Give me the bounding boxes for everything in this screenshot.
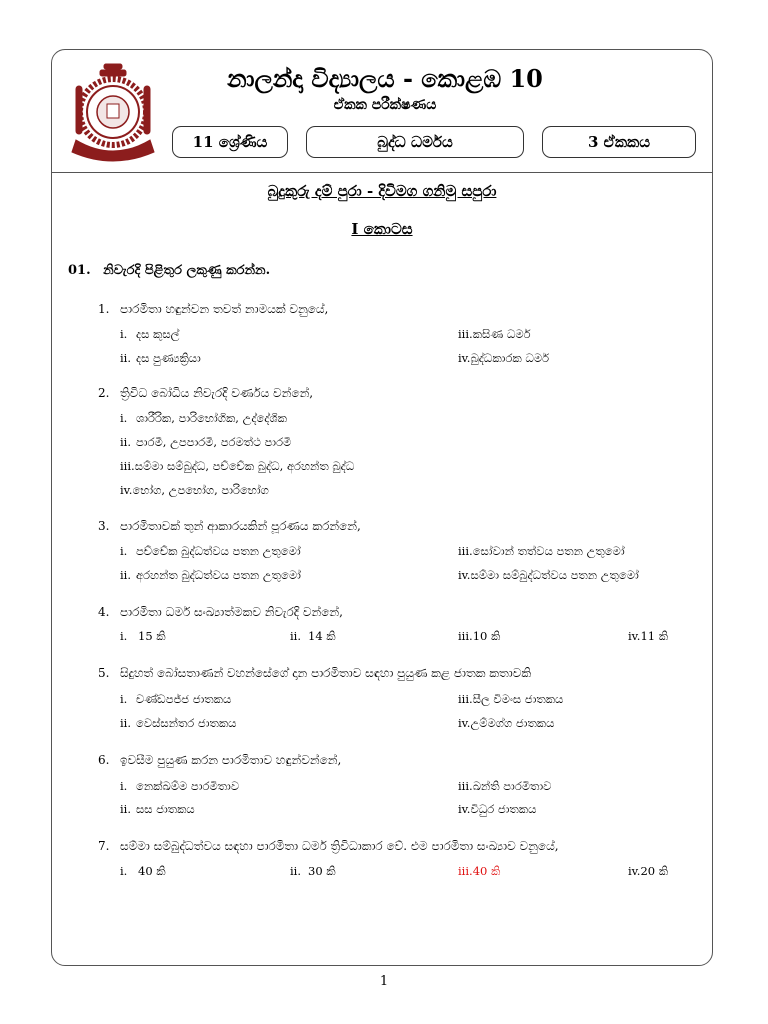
option-number: iii.: [120, 459, 135, 473]
option-text: උම්මග්ග ජාතකය: [470, 716, 555, 730]
option[interactable]: [458, 716, 554, 731]
option-text: 10 කි: [472, 629, 501, 643]
instruction: [68, 263, 270, 278]
option[interactable]: [120, 411, 287, 426]
option[interactable]: [458, 629, 500, 644]
question-2: [98, 386, 313, 401]
option-number: i.: [120, 411, 128, 425]
option-number: iii.: [458, 779, 473, 793]
option-number: iv.: [458, 716, 471, 730]
option[interactable]: [290, 629, 336, 644]
option[interactable]: [120, 544, 301, 559]
instruction-text: නිවැරදි පිළිතුර ලකුණු කරන්න.: [103, 263, 271, 278]
question-7: [98, 839, 559, 854]
question-number: 2.: [98, 386, 110, 400]
option-number: iii.: [458, 544, 473, 558]
option-text: විධුර ජාතකය: [470, 802, 537, 816]
option[interactable]: [120, 692, 231, 707]
option-number: ii.: [120, 568, 132, 582]
option-text: සීල විමංස ජාතකය: [472, 692, 564, 706]
option-number: iii.: [458, 629, 473, 643]
option-text: 20 කි: [640, 864, 669, 878]
option-number: ii.: [120, 351, 132, 365]
option-text: නෙක්ඛම්ම පාරමිතාව: [136, 779, 240, 793]
option-text: 15 කි: [138, 629, 166, 643]
option-number: ii.: [120, 435, 132, 449]
question-6: [98, 753, 341, 768]
option[interactable]: [120, 716, 236, 731]
option-number: i.: [120, 327, 128, 341]
option-number: iv.: [458, 802, 471, 816]
question-5: [98, 666, 531, 681]
option[interactable]: [628, 629, 668, 644]
unit-box: 3 ඒකකය: [542, 126, 696, 158]
option[interactable]: [458, 544, 625, 559]
question-4: [98, 605, 343, 620]
option[interactable]: [628, 864, 668, 879]
question-text: ත්‍රිවිධ බෝධිය නිවැරදි වර්ණය වන්නේ,: [120, 386, 314, 400]
option-text: වෙස්සන්තර ජාතකය: [136, 716, 237, 730]
question-3: [98, 519, 361, 534]
option[interactable]: [458, 568, 639, 583]
option-number: iv.: [458, 351, 471, 365]
question-number: 7.: [98, 839, 110, 853]
option-number: iv.: [628, 864, 641, 878]
option[interactable]: [458, 779, 551, 794]
option-text: කසිණ ධර්ම: [472, 327, 531, 341]
option-number: ii.: [290, 864, 302, 878]
question-text: පාරමිතා හඳුන්වන තවත් නාමයක් වනුයේ,: [120, 302, 329, 316]
question-text: පාරමිතා ධර්ම සංඛ්‍යාත්මකව නිවැරදි වන්නේ,: [120, 605, 343, 619]
option[interactable]: [458, 802, 536, 817]
option-number: i.: [120, 692, 128, 706]
option[interactable]: [120, 435, 291, 450]
option[interactable]: [120, 351, 201, 366]
exam-type: ඒකක පරීක්ෂණය: [333, 97, 437, 113]
option-number: iii.: [458, 864, 473, 878]
option-text: 11 කි: [640, 629, 669, 643]
option-number: i.: [120, 544, 128, 558]
option-number: iii.: [458, 692, 473, 706]
question-1: [98, 302, 328, 317]
question-text: සම්මා සම්බුද්ධත්වය සඳහා පාරමිතා ධර්ම ත්‍රිවිධාකාර වේ. එම පාරමිතා සංඛ්‍යාව වනුයේ,: [120, 839, 559, 853]
option-number: ii.: [290, 629, 302, 643]
option-text: 40 කි: [472, 864, 501, 878]
option-text: පාරමී, උපපාරමී, පරමත්ථ පාරමී: [136, 435, 292, 449]
option[interactable]: [120, 568, 301, 583]
option-number: iv.: [628, 629, 641, 643]
option-text: බුද්ධකාරක ධර්ම: [470, 351, 550, 365]
option[interactable]: [120, 779, 239, 794]
option-text: සස ජාතකය: [136, 802, 195, 816]
question-number: 1.: [98, 302, 110, 316]
header-divider: [51, 172, 713, 173]
option-text: දස පුණ්‍යක්‍රියා: [136, 351, 201, 365]
option[interactable]: [120, 864, 166, 879]
option[interactable]: [458, 351, 549, 366]
question-text: ඉවසීම පුයුණ කරන පාරමිතාව හඳුන්වන්නේ,: [120, 753, 342, 767]
option-text: භෝග, උපභෝග, පාරිභෝග: [132, 483, 269, 497]
school-crest-logo: [68, 62, 158, 166]
option-text: 40 කි: [138, 864, 166, 878]
option[interactable]: [120, 802, 195, 817]
option-text: 30 කි: [308, 864, 336, 878]
option-text: චණ්ඩපජ්ජ ජාතකය: [136, 692, 232, 706]
option-marked-answer[interactable]: [458, 864, 500, 879]
question-number: 6.: [98, 753, 110, 767]
page-number: 1: [379, 974, 389, 989]
option-number: iv.: [458, 568, 471, 582]
option-text: අරහන්ත බුද්ධත්වය පතන උතුමෝ: [136, 568, 301, 582]
option[interactable]: [120, 459, 354, 474]
option-number: i.: [120, 779, 128, 793]
option-text: 14 කි: [308, 629, 336, 643]
question-text: සිදුහත් බෝසතාණන් වහන්සේගේ දාන පාරමිතාව සඳහා පුයුණ කළ ජාතක කතාවකි: [120, 666, 532, 680]
option-text: සෝවාන් තත්වය පතන උතුමෝ: [472, 544, 625, 558]
question-number: 3.: [98, 519, 110, 533]
part-title: I කොටස: [351, 220, 413, 238]
option-text: සම්මා සම්බුද්ධ, පච්චේක බුද්ධ, අරහන්ත බුද්ධ: [134, 459, 355, 473]
subject-box: බුද්ධ ධර්මය: [306, 126, 524, 158]
option[interactable]: [458, 327, 531, 342]
question-number: 4.: [98, 605, 110, 619]
option-text: ඛන්ති පාරමිතාව: [472, 779, 552, 793]
option-number: i.: [120, 629, 128, 643]
option-text: පච්චේක බුද්ධත්වය පතන උතුමෝ: [136, 544, 301, 558]
option[interactable]: [290, 864, 336, 879]
instruction-number: 01.: [68, 263, 91, 278]
school-name: නාලන්දා විද්‍යාලය - කොළඹ 10: [227, 64, 543, 93]
option-text: දස කුසල්: [136, 327, 180, 341]
option-number: iv.: [120, 483, 133, 497]
option-number: ii.: [120, 802, 132, 816]
option-number: iii.: [458, 327, 473, 341]
option[interactable]: [458, 692, 563, 707]
option[interactable]: [120, 629, 166, 644]
option[interactable]: [120, 327, 179, 342]
option-number: ii.: [120, 716, 132, 730]
option-text: සම්මා සම්බුද්ධත්වය පතන උතුමෝ: [470, 568, 639, 582]
option[interactable]: [120, 483, 269, 498]
question-number: 5.: [98, 666, 110, 680]
grade-box: 11 ශ්‍රේණිය: [172, 126, 288, 158]
question-text: පාරමිතාවක් තුන් ආකාරයකින් පූරණය කරන්නේ,: [120, 519, 361, 533]
option-number: i.: [120, 864, 128, 878]
unit-title: බුදුකුරු දම් පුරා - දිවිමග ගනිමු සපුරා: [267, 182, 497, 200]
option-text: ශාරීරික, පාරිභෝගික, උද්දේශික: [136, 411, 287, 425]
